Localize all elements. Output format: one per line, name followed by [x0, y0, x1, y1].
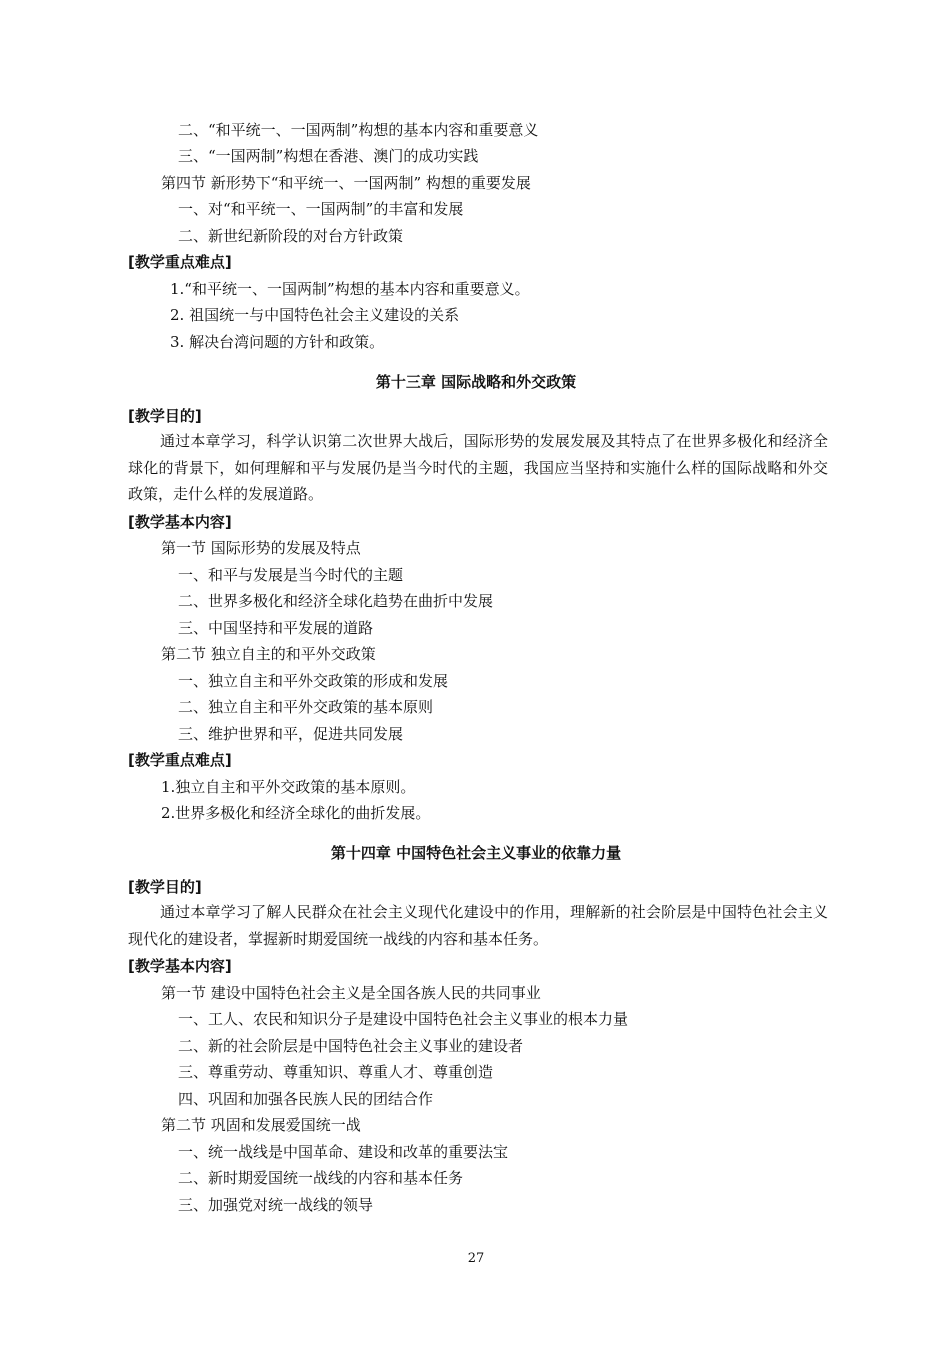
purpose-heading: [教学目的] [128, 407, 202, 425]
key-points-heading: [教学重点难点] [128, 751, 232, 769]
content-line: 二、新时期爱国统一战线的内容和基本任务 [178, 1169, 464, 1187]
page-number: 27 [467, 1251, 485, 1266]
content-line: 三、“一国两制”构想在香港、澳门的成功实践 [178, 147, 479, 165]
key-point-item: 1.“和平统一、一国两制”构想的基本内容和重要意义。 [170, 280, 530, 298]
content-heading: [教学基本内容] [128, 513, 232, 531]
section-heading: 第二节 独立自主的和平外交政策 [161, 645, 376, 663]
content-line: 一、独立自主和平外交政策的形成和发展 [178, 672, 449, 690]
section-heading: 第一节 国际形势的发展及特点 [161, 539, 361, 557]
content-line: 一、对“和平统一、一国两制”的丰富和发展 [178, 200, 464, 218]
key-point-item: 1.独立自主和平外交政策的基本原则。 [161, 778, 416, 796]
key-point-item: 2.世界多极化和经济全球化的曲折发展。 [161, 804, 431, 822]
purpose-paragraph: 通过本章学习了解人民群众在社会主义现代化建设中的作用，理解新的社会阶层是中国特色社会主义现代化的建设者，掌握新时期爱国统一战线的内容和基本任务。 [128, 903, 828, 948]
content-line: 三、加强党对统一战线的领导 [178, 1196, 374, 1214]
section-heading: 第二节 巩固和发展爱国统一战 [161, 1116, 361, 1134]
chapter-13-title: 第十三章 国际战略和外交政策 [375, 373, 577, 391]
content-line: 二、新的社会阶层是中国特色社会主义事业的建设者 [178, 1037, 524, 1055]
key-point-item: 2. 祖国统一与中国特色社会主义建设的关系 [170, 306, 460, 324]
chapter-14-title: 第十四章 中国特色社会主义事业的依靠力量 [330, 844, 622, 862]
content-line: 二、“和平统一、一国两制”构想的基本内容和重要意义 [178, 121, 539, 139]
content-line: 二、独立自主和平外交政策的基本原则 [178, 698, 434, 716]
content-line: 二、新世纪新阶段的对台方针政策 [178, 227, 404, 245]
content-line: 二、世界多极化和经济全球化趋势在曲折中发展 [178, 592, 494, 610]
content-line: 一、统一战线是中国革命、建设和改革的重要法宝 [178, 1143, 509, 1161]
key-point-item: 3. 解决台湾问题的方针和政策。 [170, 333, 385, 351]
content-line: 三、尊重劳动、尊重知识、尊重人才、尊重创造 [178, 1063, 494, 1081]
key-points-heading: [教学重点难点] [128, 253, 232, 271]
content-line: 一、工人、农民和知识分子是建设中国特色社会主义事业的根本力量 [178, 1010, 629, 1028]
section-heading: 第四节 新形势下“和平统一、一国两制” 构想的重要发展 [161, 174, 531, 192]
purpose-heading: [教学目的] [128, 878, 202, 896]
content-line: 三、中国坚持和平发展的道路 [178, 619, 374, 637]
content-heading: [教学基本内容] [128, 957, 232, 975]
content-line: 一、和平与发展是当今时代的主题 [178, 566, 404, 584]
content-line: 三、维护世界和平，促进共同发展 [178, 725, 404, 743]
section-heading: 第一节 建设中国特色社会主义是全国各族人民的共同事业 [161, 984, 541, 1002]
purpose-paragraph: 通过本章学习，科学认识第二次世界大战后，国际形势的发展发展及其特点了在世界多极化和经济全球化的背景下，如何理解和平与发展仍是当今时代的主题，我国应当坚持和实施什么样的国际战略和外交政策，走什么样的发展道路。 [128, 432, 828, 503]
content-line: 四、巩固和加强各民族人民的团结合作 [178, 1090, 434, 1108]
